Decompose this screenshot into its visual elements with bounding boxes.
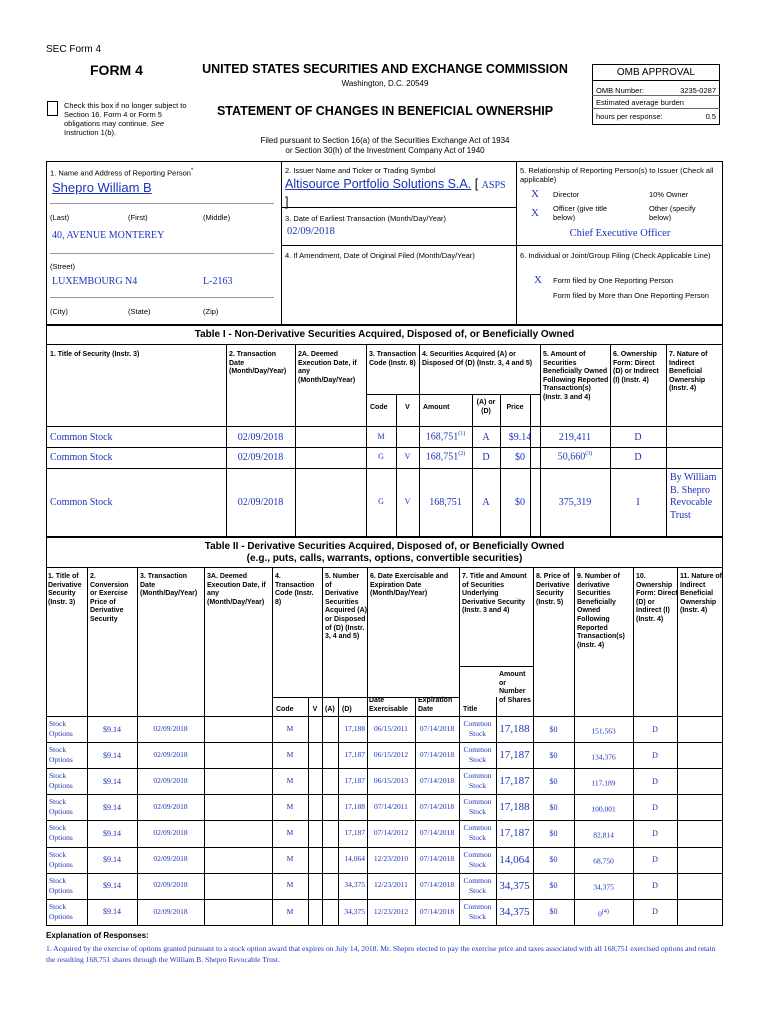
omb-number-label: OMB Number: [596,86,644,95]
t2-row4-owned: 100,001 [591,804,616,814]
earliest-date-label: 3. Date of Earliest Transaction (Month/Day/Year) [285,214,447,223]
t2-row8-dprice: $0 [549,907,558,917]
one-person-mark[interactable]: X [534,274,542,286]
relationship-label: 5. Relationship of Reporting Person(s) to Issuer (Check all applicable) [520,166,714,184]
t1-h2a: 2A. Deemed Execution Date, if any (Month/Day/Year) [298,351,357,384]
t2-row6-dprice: $0 [549,855,558,865]
t1-h2: 2. Transaction Date (Month/Day/Year) [229,351,287,376]
t2-row4-date: 02/09/2018 [153,802,188,812]
t2-row3-code: M [286,776,294,785]
t2-row5-price: $9.14 [103,828,121,838]
zip-label: (Zip) [203,307,219,316]
t2-row4-utitle: Common Stock [463,797,492,817]
checkbox-description: Check this box if no longer subject to Section 16. Form 4 or Form 5 obligations may continue. See Instruction 1(b). [64,101,187,137]
omb-title: OMB APPROVAL [616,67,696,78]
t2-sub-a: (A) [325,706,335,713]
t2-row2-exp: 07/14/2018 [419,749,455,759]
ticker-link[interactable]: ASPS [481,180,506,191]
t2-row7-d: 34,375 [344,880,365,890]
middle-label: (Middle) [203,213,231,222]
t1-row1-price: $9.14 [508,432,532,443]
more-persons-label: Form filed by More than One Reporting Person [553,291,709,300]
t1-sub-ad: (A) or (D) [476,399,496,415]
t2-row7-date: 02/09/2018 [153,880,188,890]
t1-row3-title: Common Stock [50,497,113,508]
t1-row2-ad: D [482,452,490,463]
t2-row4-shares: 17,188 [499,801,530,814]
t2-row2-owned: 134,376 [591,752,616,762]
amendment-label: 4. If Amendment, Date of Original Filed (Month/Day/Year) [285,251,475,260]
t2-row8-form: D [652,907,658,917]
t1-row1-amount: 168,751$^{(1)}$ [425,431,466,443]
t2-row2-code: M [286,749,294,759]
sec-form-label: SEC Form 4 [46,44,102,55]
t1-row3-amount: 168,751 [429,497,462,508]
t2-h4: 4. Transaction Code (Instr. 8) [275,573,315,606]
issuer-name-line: Altisource Portfolio Solutions S.A. [ ASPS ] [285,177,506,209]
t2-row-divider [46,899,723,900]
t1-h7: 7. Nature of Indirect Beneficial Ownership (Instr. 4) [669,351,708,393]
t2-row1-price: $9.14 [103,724,121,734]
t2-sub-d: (D) [342,706,352,713]
t1-row3-owned: 375,319 [558,497,592,508]
street-label: (Street) [50,262,76,271]
t2-row8-title: Stock Options [49,901,73,921]
t2-h6: 6. Date Exercisable and Expiration Date (Month/Day/Year) [370,573,449,598]
state-label: (State) [128,307,151,316]
t2-row7-shares: 34,375 [499,879,530,892]
issuer-link[interactable]: Altisource Portfolio Solutions S.A. [285,177,472,191]
t1-h6: 6. Ownership Form: Direct (D) or Indirect (I) (Instr. 4) [613,351,659,384]
t2-row8-exer: 12/23/2012 [373,906,409,916]
t1-sub-code: Code [370,404,388,411]
t2-row3-exer: 06/15/2013 [373,776,409,785]
t2-row5-exp: 07/14/2018 [419,828,455,838]
reporting-person-link[interactable]: Shepro William B [52,180,152,195]
t2-row2-dprice: $0 [549,750,558,760]
t2-row4-title: Stock Options [49,797,73,817]
t2-row6-shares: 14,064 [499,853,530,866]
t2-row1-code: M [286,723,294,733]
t2-h9: 9. Number of derivative Securities Beneficially Owned Following Reported Transaction(s) (Instr. 4) [577,573,625,649]
t2-row7-form: D [652,881,658,891]
zip-value: L-2163 [203,276,233,287]
t2-row2-price: $9.14 [103,750,121,760]
t2-row8-utitle: Common Stock [463,901,492,921]
director-mark[interactable]: X [531,188,539,200]
t2-sub-exp: Expiration Date [418,697,453,713]
footnote-1: 1. Acquired by the exercise of options granted pursuant to a stock option award that expires on July 14, 2018. Mr. Shepro elected to pay the exercise price and taxes associated with all 168,751 exercised options and retain the resulting 168,751 shares through the William B. Shepro Revocable Trust. [46,944,716,964]
t1-row1-form: D [634,432,642,443]
t2-row8-owned: 0$^{(4)}$ [598,908,609,918]
earliest-date: 02/09/2018 [287,226,335,237]
t2-row7-exer: 12/23/2011 [374,880,408,890]
t2-row5-d: 17,187 [344,828,365,838]
t2-row4-price: $9.14 [103,802,121,812]
t1-row3-date: 02/09/2018 [237,497,284,508]
omb-hours: 0.5 [705,112,716,121]
t2-row1-dprice: $0 [549,724,558,734]
t2-row3-date: 02/09/2018 [153,776,188,785]
t1-row2-price: $0 [515,452,525,463]
t2-h8: 8. Price of Derivative Security (Instr. 5) [536,573,570,606]
t2-sub-title: Title [463,706,478,713]
table-2-title: Table II - Derivative Securities Acquired, Disposed of, or Beneficially Owned (e.g., puts, calls, warrants, options, convertible securities) [204,541,565,564]
t1-row2-code: G [378,452,384,461]
t2-row3-form: D [652,776,658,786]
t2-row6-d: 14,064 [344,854,365,864]
officer-title: Chief Executive Officer [569,228,671,239]
t1-row3-v: V [404,497,411,506]
t2-row3-dprice: $0 [549,776,558,786]
t2-h3: 3. Transaction Date (Month/Day/Year) [140,573,198,598]
t2-row5-form: D [652,828,658,838]
t2-row8-shares: 34,375 [499,905,530,918]
t2-row1-utitle: Common Stock [463,719,492,739]
officer-label: Officer (give title below) [553,204,608,222]
t2-row8-exp: 07/14/2018 [419,906,455,916]
table-1-title: Table I - Non-Derivative Securities Acquired, Disposed of, or Beneficially Owned [194,329,575,340]
no-longer-subject-checkbox[interactable] [47,101,58,116]
t2-row7-price: $9.14 [103,881,121,891]
t1-row2-owned: 50,660$^{(3)}$ [557,451,593,463]
t2-row5-shares: 17,187 [499,827,530,840]
t2-row6-title: Stock Options [49,849,73,869]
t2-row7-utitle: Common Stock [463,875,492,895]
t2-row1-form: D [652,724,658,734]
t2-row8-code: M [286,906,294,916]
t2-row1-exer: 06/15/2011 [374,723,408,733]
t2-row8-date: 02/09/2018 [153,906,188,916]
t2-h10: 10. Ownership Form: Direct (D) or Indirect (I) (Instr. 4) [636,573,678,623]
t1-h1: 1. Title of Security (Instr. 3) [50,351,140,358]
t2-row8-d: 34,375 [344,906,365,916]
t2-row3-price: $9.14 [103,776,121,786]
t1-row2-title: Common Stock [50,452,113,463]
last-label: (Last) [50,213,70,222]
filed-pursuant: Filed pursuant to Section 16(a) of the Securities Exchange Act of 1934 or Section 30(h) of the Investment Company Act of 1940 [260,136,510,155]
t2-row2-d: 17,187 [344,749,365,759]
t2-row6-price: $9.14 [103,855,121,865]
t1-h3: 3. Transaction Code (Instr. 8) [369,351,417,367]
t2-row1-title: Stock Options [49,719,73,739]
t2-row5-exer: 07/14/2012 [373,828,409,838]
t2-row7-dprice: $0 [549,881,558,891]
t1-row2-amount: 168,751$^{(2)}$ [425,451,466,463]
t1-row2-date: 02/09/2018 [237,452,284,463]
t2-row4-exer: 07/14/2011 [374,802,408,812]
t2-row5-title: Stock Options [49,823,73,843]
t2-row2-form: D [652,750,658,760]
t2-row4-dprice: $0 [549,802,558,812]
t2-row2-shares: 17,187 [499,749,530,762]
t2-row3-owned: 117,189 [591,778,616,788]
t2-row6-form: D [652,855,658,865]
t1-row3-ad: A [482,497,490,508]
t2-row4-code: M [286,802,294,812]
t2-row6-utitle: Common Stock [463,849,492,869]
t2-row1-shares: 17,188 [499,723,530,736]
t2-row4-exp: 07/14/2018 [419,802,455,812]
city-value: LUXEMBOURG N4 [52,276,138,287]
t2-row-divider [46,873,723,874]
t2-row7-owned: 34,375 [593,882,614,892]
t2-row4-d: 17,188 [344,802,365,812]
t2-h1: 1. Title of Derivative Security (Instr. 3) [48,573,82,606]
t2-row2-utitle: Common Stock [463,745,492,765]
reporting-person-label: 1. Name and Address of Reporting Person* [50,168,194,178]
t1-row3-nature: By William B. Shepro Revocable Trust [670,472,717,521]
t2-row-divider [46,742,723,743]
t2-row5-date: 02/09/2018 [153,828,188,838]
t1-row1-date: 02/09/2018 [237,432,284,443]
t2-row5-code: M [286,828,294,838]
t2-h5: 5. Number of Derivative Securities Acquired (A) or Disposed of (D) (Instr. 3, 4 and 5) [325,573,367,641]
t2-row-divider [46,794,723,795]
t2-row7-exp: 07/14/2018 [419,880,455,890]
t1-sub-price: Price [506,404,524,411]
t2-row1-date: 02/09/2018 [153,723,188,733]
officer-mark[interactable]: X [531,207,539,219]
t2-row2-exer: 06/15/2012 [373,749,409,759]
omb-burden-label: Estimated average burden [596,98,684,107]
t2-row-divider [46,768,723,769]
t2-row1-owned: 151,563 [591,726,616,736]
t2-row4-form: D [652,802,658,812]
t2-h11: 11. Nature of Indirect Beneficial Ownership (Instr. 4) [680,573,723,615]
t2-row1-exp: 07/14/2018 [419,723,455,733]
t1-row1-title: Common Stock [50,432,113,443]
location: Washington, D.C. 20549 [341,79,429,88]
omb-hours-label: hours per response: [596,112,663,121]
t2-sub-v: V [312,706,318,713]
t2-h7: 7. Title and Amount of Securities Underlying Derivative Security (Instr. 3 and 4) [462,573,527,615]
page-title: UNITED STATES SECURITIES AND EXCHANGE COMMISSION [202,62,568,76]
t2-row1-d: 17,188 [344,723,365,733]
t1-row2-v: V [404,452,411,461]
t2-row7-title: Stock Options [49,875,73,895]
form-number: FORM 4 [90,62,143,78]
t2-row3-d: 17,187 [344,776,365,785]
city-label: (City) [50,307,68,316]
t2-row6-date: 02/09/2018 [153,854,188,864]
t2-row-divider [46,847,723,848]
t1-sub-amount: Amount [423,404,450,411]
omb-number: 3235-0287 [680,86,716,95]
other-label: Other (specify below) [649,204,696,222]
t2-row3-exp: 07/14/2018 [419,776,455,785]
t1-row3-price: $0 [515,497,525,508]
t2-row-divider [46,820,723,821]
filing-label: 6. Individual or Joint/Group Filing (Check Applicable Line) [520,251,711,260]
t2-sub-exer: Date Exercisable [369,697,408,713]
t2-h3a: 3A. Deemed Execution Date, if any (Month/Day/Year) [207,573,266,606]
t2-row5-utitle: Common Stock [463,823,492,843]
t2-sub-shares: Amount or Number of Shares [499,671,531,704]
t1-row1-ad: A [482,432,490,443]
t1-row1-code: M [377,432,385,441]
t2-row6-exp: 07/14/2018 [419,854,455,864]
t2-row3-title: Stock Options [49,771,73,791]
t1-row2-form: D [634,452,642,463]
t2-row8-price: $9.14 [103,907,121,917]
t2-row5-owned: 82,814 [593,830,614,840]
t2-row6-exer: 12/23/2010 [373,854,409,864]
t2-sub-code: Code [276,706,294,713]
t2-row3-shares: 17,187 [499,775,530,788]
t2-h2: 2. Conversion or Exercise Price of Derivative Security [90,573,129,623]
ten-pct-label: 10% Owner [649,190,689,199]
t1-row1-owned: 219,411 [558,432,592,443]
t2-row3-utitle: Common Stock [463,771,492,791]
t1-sub-v: V [405,404,410,411]
one-person-label: Form filed by One Reporting Person [553,276,674,285]
t2-row6-owned: 68,750 [593,856,614,866]
t2-row6-code: M [286,854,294,864]
explanation-title: Explanation of Responses: [46,931,149,940]
t2-row7-code: M [286,880,294,890]
statement-title: STATEMENT OF CHANGES IN BENEFICIAL OWNERSHIP [216,104,554,118]
t2-row2-date: 02/09/2018 [153,749,188,759]
first-label: (First) [128,213,148,222]
issuer-label: 2. Issuer Name and Ticker or Trading Symbol [285,166,436,175]
t2-row5-dprice: $0 [549,828,558,838]
street-address: 40, AVENUE MONTEREY [52,230,165,241]
t2-row2-title: Stock Options [49,745,73,765]
t1-h4: 4. Securities Acquired (A) or Disposed Of (D) (Instr. 3, 4 and 5) [422,351,533,367]
t1-row3-code: G [378,497,384,506]
director-label: Director [553,190,580,199]
t1-row3-form: I [636,497,640,508]
t1-h5: 5. Amount of Securities Beneficially Owned Following Reported Transaction(s) (Instr. 3 and 4) [543,351,609,401]
